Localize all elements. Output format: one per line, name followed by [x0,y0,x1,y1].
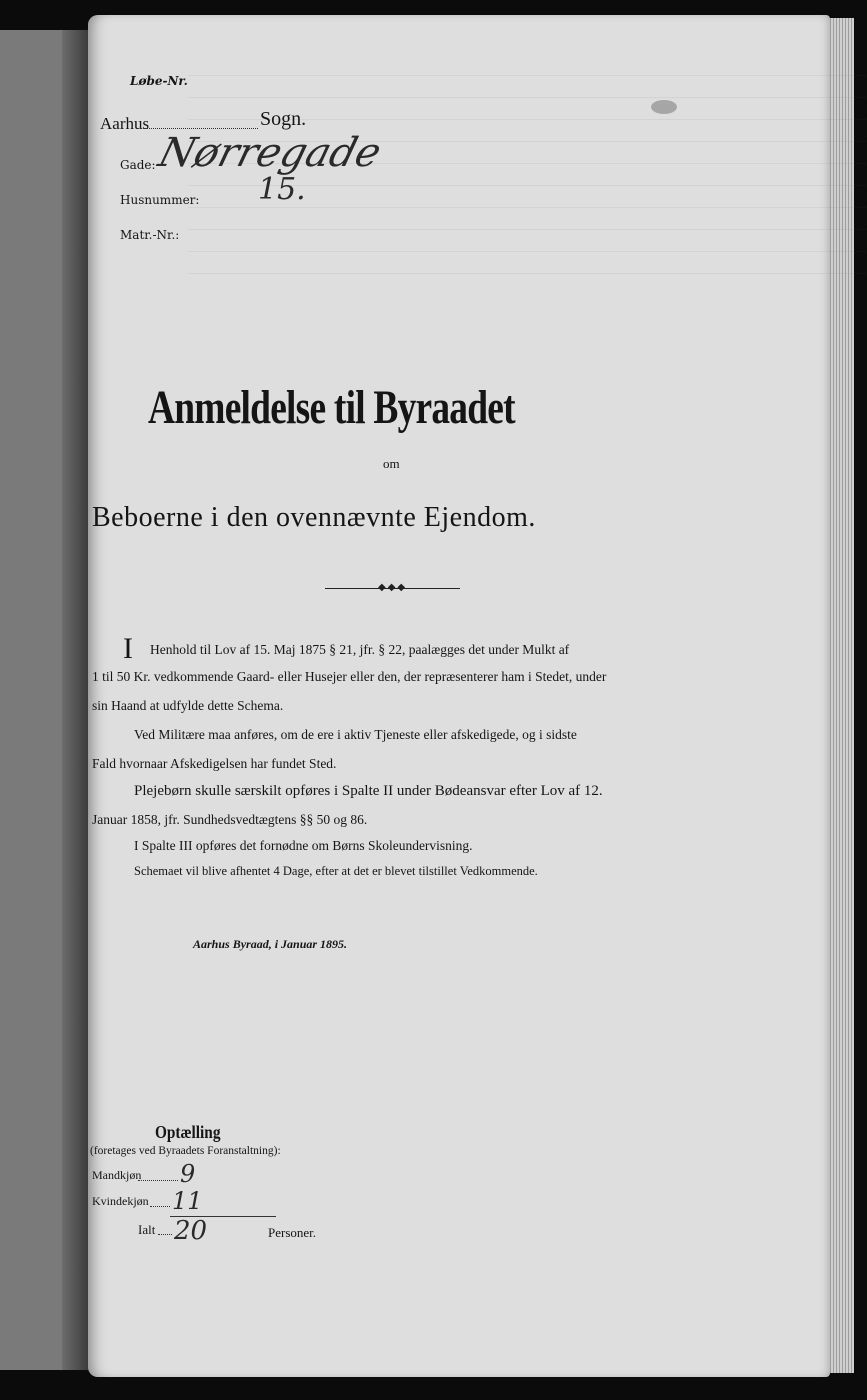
body-line-5: Fald hvornaar Afskedigelsen har fundet Sted. [92,756,337,771]
body-line-1: Henhold til Lov af 15. Maj 1875 § 21, jfr. § 22, paalægges det under Mulkt af [150,642,570,657]
persons-label: Personer. [268,1225,317,1240]
parish-dotted-line [140,128,258,129]
body-line-9: Schemaet vil blive afhentet 4 Dage, efter at det er blevet tilstillet Vedkommende. [134,864,538,878]
body-line-8: I Spalte III opføres det fornødne om Børns Skoleundervisning. [134,838,473,853]
body-line-2: 1 til 50 Kr. vedkommende Gaard- eller Husejer eller den, der repræsenterer ham i Stedet, under [92,669,607,684]
document-subtitle: Beboerne i den ovennævnte Ejendom. [92,502,536,533]
parish-city: Aarhus [100,114,150,133]
male-label: Mandkjøn [92,1168,142,1182]
lobe-nr-label: Løbe-Nr. [130,74,188,88]
body-line-4: Ved Militære maa anføres, om de ere i aktiv Tjeneste eller afskedigede, og i sidste [134,727,577,742]
house-number-value: 15. [258,172,306,207]
initial-letter: I [123,632,133,665]
male-dotted-line [138,1180,178,1181]
total-dotted-line [158,1234,172,1235]
male-value: 9 [180,1160,196,1188]
body-line-3: sin Haand at udfylde dette Schema. [92,698,284,713]
signature: Aarhus Byraad, i Januar 1895. [193,937,348,951]
document-page [88,15,830,1377]
ornament-diamonds: ◆◆◆ [378,582,408,593]
female-label: Kvindekjøn [92,1194,149,1208]
document-title: Anmeldelse til Byraadet [148,381,515,434]
parish-suffix: Sogn. [260,108,307,130]
total-label: Ialt [138,1222,156,1237]
book-gutter [62,30,88,1370]
street-label: Gade: [120,158,156,172]
ink-stamp [651,100,677,114]
total-value: 20 [174,1216,208,1246]
female-dotted-line [150,1206,170,1207]
body-line-6: Plejebørn skulle særskilt opføres i Spalte II under Bødeansvar efter Lov af 12. [134,783,603,799]
female-value: 11 [172,1187,203,1215]
count-heading: Optælling [155,1122,221,1142]
house-number-label: Husnummer: [120,193,200,207]
count-note: (foretages ved Byraadets Foranstaltning): [90,1145,281,1157]
om-word: om [383,456,400,471]
body-line-7: Januar 1858, jfr. Sundhedsvedtægtens §§ 50 og 86. [92,812,368,827]
matr-label: Matr.-Nr.: [120,228,180,242]
street-value: Nørregade [153,130,386,176]
